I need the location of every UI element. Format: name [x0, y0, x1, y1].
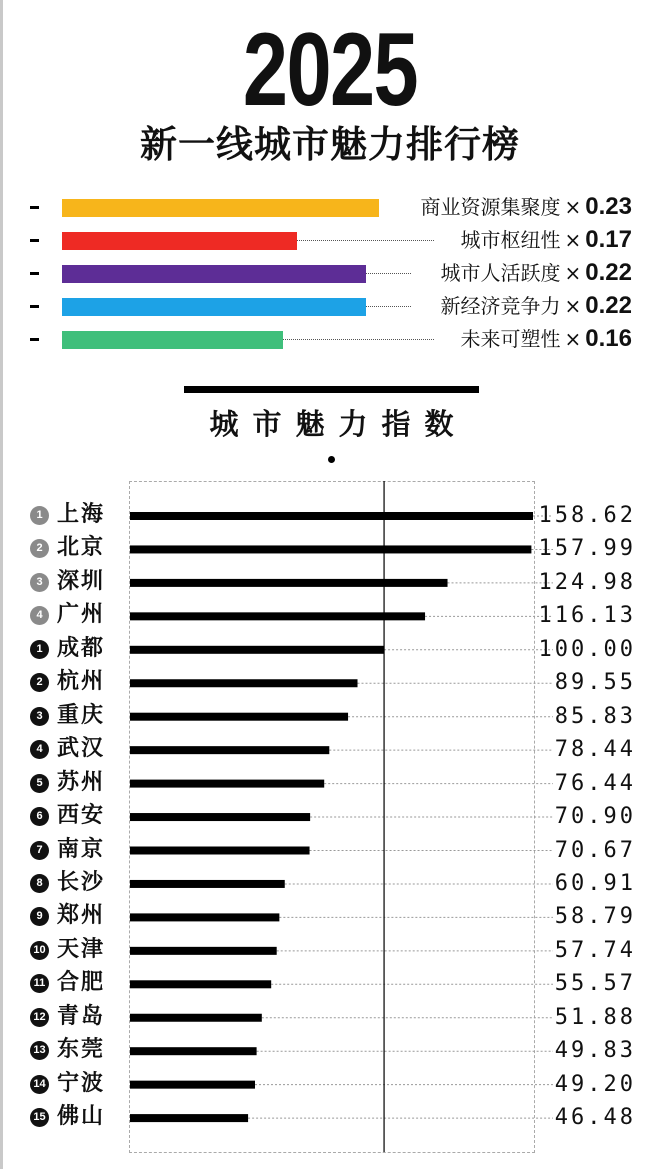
value-label: 49.83	[554, 1038, 636, 1064]
rank-badge: 1	[30, 506, 49, 525]
rank-badge: 10	[30, 941, 49, 960]
bar-重庆	[130, 713, 348, 721]
value-label: 46.48	[554, 1105, 636, 1131]
bar-东莞	[130, 1047, 257, 1055]
rank-badge: 13	[30, 1041, 49, 1060]
value-label: 49.20	[554, 1071, 636, 1097]
value-label: 158.62	[538, 503, 636, 528]
bar-天津	[130, 947, 277, 955]
times-sign: ×	[564, 261, 582, 285]
rank-badge: 15	[30, 1108, 49, 1127]
times-sign: ×	[564, 327, 582, 351]
weight-name: 新经济竞争力	[440, 294, 561, 318]
bar-广州	[130, 612, 425, 620]
bar-郑州	[130, 913, 279, 921]
city-label: 北京	[57, 535, 106, 561]
bar-上海	[130, 512, 533, 520]
value-label: 78.44	[554, 737, 636, 763]
bar-北京	[130, 545, 531, 553]
year-title: 2025	[242, 12, 418, 128]
times-sign: ×	[564, 195, 582, 219]
rank-badge: 14	[30, 1075, 49, 1094]
weight-value: 0.23	[585, 193, 632, 220]
page-title: 新一线城市魅力排行榜	[140, 123, 520, 166]
value-label: 55.57	[554, 971, 636, 997]
bar-合肥	[130, 980, 271, 988]
value-label: 76.44	[554, 770, 636, 796]
bar-成都	[130, 646, 384, 654]
city-label: 长沙	[57, 869, 106, 895]
value-label: 157.99	[538, 536, 636, 562]
section-title: 城市魅力指数	[209, 407, 468, 441]
rank-badge: 11	[30, 974, 49, 993]
value-label: 57.74	[554, 937, 636, 963]
city-label: 佛山	[57, 1104, 106, 1130]
rank-badge: 2	[30, 673, 49, 692]
value-label: 85.83	[554, 703, 636, 729]
weight-name: 商业资源集聚度	[420, 195, 561, 219]
bar-深圳	[130, 579, 448, 587]
weight-name: 城市人活跃度	[440, 261, 561, 285]
weight-value: 0.16	[585, 325, 632, 352]
city-label: 广州	[57, 602, 106, 628]
city-label: 重庆	[57, 702, 106, 728]
value-label: 89.55	[554, 670, 636, 696]
bar-杭州	[130, 679, 358, 687]
city-label: 杭州	[57, 669, 106, 695]
city-label: 青岛	[57, 1003, 106, 1029]
weight-value: 0.22	[585, 259, 632, 286]
bar-西安	[130, 813, 310, 821]
value-label: 70.90	[554, 804, 636, 830]
city-label: 深圳	[57, 568, 106, 594]
bar-长沙	[130, 880, 285, 888]
city-label: 武汉	[57, 736, 106, 762]
bar-苏州	[130, 780, 324, 788]
city-label: 宁波	[57, 1070, 106, 1096]
value-label: 60.91	[554, 870, 636, 896]
city-label: 东莞	[57, 1037, 106, 1063]
rank-badge: 9	[30, 907, 49, 926]
bar-青岛	[130, 1014, 262, 1022]
city-label: 成都	[57, 635, 106, 661]
times-sign: ×	[564, 228, 582, 252]
times-sign: ×	[564, 294, 582, 318]
weight-value: 0.17	[585, 226, 632, 253]
rank-badge: 8	[30, 874, 49, 893]
city-label: 天津	[57, 936, 106, 962]
city-label: 合肥	[57, 970, 106, 996]
bar-宁波	[130, 1081, 255, 1089]
rank-badge: 3	[30, 707, 49, 726]
value-label: 124.98	[538, 569, 636, 595]
rank-badge: 4	[30, 740, 49, 759]
value-label: 58.79	[554, 904, 636, 930]
city-label: 南京	[57, 836, 106, 862]
city-label: 苏州	[57, 769, 106, 795]
bar-武汉	[130, 746, 329, 754]
weight-name: 未来可塑性	[460, 327, 561, 351]
rank-badge: 1	[30, 640, 49, 659]
value-label: 70.67	[554, 837, 636, 863]
rank-badge: 5	[30, 774, 49, 793]
rank-badge: 12	[30, 1008, 49, 1027]
value-label: 51.88	[554, 1004, 636, 1030]
weight-name: 城市枢纽性	[460, 228, 561, 252]
value-label: 100.00	[538, 636, 636, 662]
city-label: 郑州	[57, 903, 106, 929]
rank-badge: 3	[30, 573, 49, 592]
bar-南京	[130, 847, 310, 855]
bar-佛山	[130, 1114, 248, 1122]
weight-value: 0.22	[585, 292, 632, 319]
rank-badge: 6	[30, 807, 49, 826]
rank-badge: 7	[30, 841, 49, 860]
city-label: 西安	[57, 803, 106, 829]
rank-badge: 4	[30, 606, 49, 625]
rank-badge: 2	[30, 539, 49, 558]
city-label: 上海	[57, 502, 106, 527]
value-label: 116.13	[538, 603, 636, 629]
